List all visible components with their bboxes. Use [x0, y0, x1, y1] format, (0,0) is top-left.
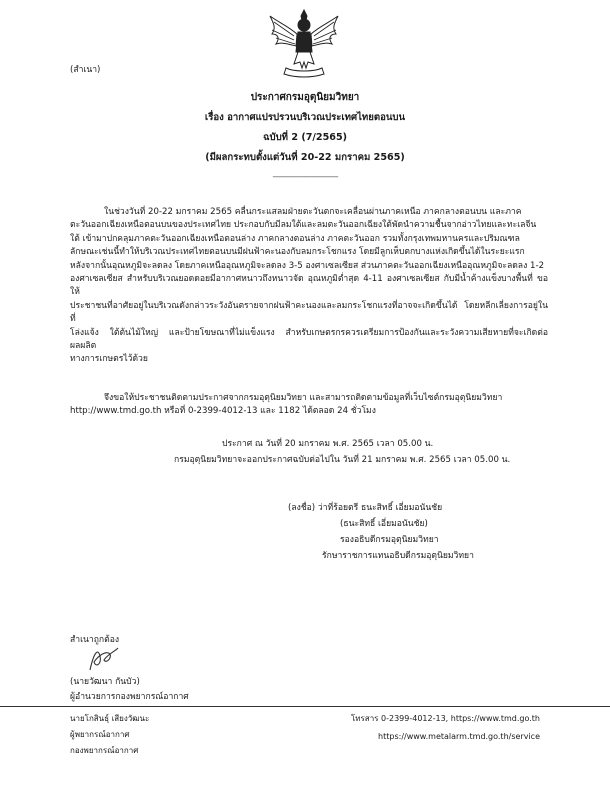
next-announcement: กรมอุตุนิยมวิทยาจะออกประกาศฉบับต่อไปใน วันที่ 21 มกราคม พ.ศ. 2565 เวลา 05.00 น. — [174, 455, 511, 465]
paragraph-line: ใต้ เข้ามาปกคลุมภาคตะวันออกเฉียงเหนือตอนล่าง ภาคกลางตอนล่าง ภาคตะวันออก รวมทั้งกรุงเทพมหานครและปริมณฑล — [70, 233, 520, 244]
forecaster-name: นายโกสินธุ์ เสียงวัฒนะ — [70, 714, 150, 723]
header-divider: ------------------------------- — [272, 172, 338, 182]
signer-name: (ธนะสิทธิ์ เอี่ยมอนันชัย) — [340, 519, 428, 529]
paragraph-line: องศาเซลเซียส สำหรับบริเวณยอดดอยมีอากาศหนาวถึงหนาวจัด อุณหภูมิต่ำสุด 4-11 องศาเซลเซียส กับมีน้ำค้างแข็งบางพื้นที่ ขอให้ — [70, 274, 548, 298]
paragraph-line: http://www.tmd.go.th หรือที่ 0-2399-4012-13 และ 1182 ได้ตลอด 24 ชั่วโมง — [70, 406, 376, 417]
handwritten-signature-icon — [84, 642, 124, 676]
announcement-subject: เรื่อง อากาศแปรปรวนบริเวณประเทศไทยตอนบน — [204, 112, 406, 123]
signer-acting: รักษาราชการแทนอธิบดีกรมอุตุนิยมวิทยา — [322, 551, 474, 561]
certifier-name: (นายวัฒนา กันบัว) — [70, 677, 140, 687]
body-paragraph-1 — [70, 206, 548, 367]
paragraph-line: ในช่วงวันที่ 20-22 มกราคม 2565 คลื่นกระแสลมฝ่ายตะวันตกจะเคลื่อนผ่านภาคเหนือ ภาคกลางตอนบน และภาค — [104, 207, 522, 217]
effect-period: (มีผลกระทบตั้งแต่วันที่ 20-22 มกราคม 2565) — [205, 152, 405, 163]
metalarm-url: https://www.metalarm.tmd.go.th/service — [378, 732, 540, 741]
paragraph-line: ประชาชนที่อาศัยอยู่ในบริเวณดังกล่าวระวังอันตรายจากฝนฟ้าคะนองและลมกระโชกแรงที่อาจจะเกิดขึ้นได้ โดยหลีกเลี่ยงการอยู่ในที่ — [70, 300, 548, 325]
certifier-position: ผู้อำนวยการกองพยากรณ์อากาศ — [70, 692, 189, 702]
contact-info: โทรสาร 0-2399-4012-13, https://www.tmd.go.th — [350, 714, 540, 723]
signed-line: (ลงชื่อ) ว่าที่ร้อยตรี ธนะสิทธิ์ เอี่ยมอนันชัย — [288, 503, 443, 513]
body-paragraph-2 — [70, 392, 548, 419]
paragraph-line: ทางการเกษตรไว้ด้วย — [70, 354, 148, 365]
footer-divider — [0, 706, 610, 707]
forecaster-role: ผู้พยากรณ์อากาศ — [70, 730, 130, 739]
paragraph-line: ลักษณะเช่นนี้ทำให้บริเวณประเทศไทยตอนบนมีฝนฟ้าคะนองกับลมกระโชกแรง โดยมีลูกเห็บตกบางแห่งเกิดขึ้นได้ในระยะแรก — [70, 247, 525, 258]
paragraph-line: ตะวันออกเฉียงเหนือตอนบนของประเทศไทย ประกอบกับมีลมใต้และลมตะวันออกเฉียงใต้พัดนำความชื้นจากอ่าวไทยและทะเลจีน — [70, 220, 537, 231]
announced-date: ประกาศ ณ วันที่ 20 มกราคม พ.ศ. 2565 เวลา 05.00 น. — [222, 439, 434, 449]
garuda-emblem-icon — [266, 6, 342, 80]
signer-position: รองอธิบดีกรมอุตุนิยมวิทยา — [340, 535, 439, 545]
division-name: กองพยากรณ์อากาศ — [70, 746, 139, 755]
announcement-title: ประกาศกรมอุตุนิยมวิทยา — [250, 92, 360, 103]
certified-copy: สำเนาถูกต้อง — [70, 635, 120, 645]
paragraph-line: โล่งแจ้ง ใต้ต้นไม้ใหญ่ และป้ายโฆษณาที่ไม่แข็งแรง สำหรับเกษตรกรควรเตรียมการป้องกันและระวังความเสียหายที่จะเกิดต่อผลผลิต — [70, 327, 548, 352]
paragraph-line: จึงขอให้ประชาชนติดตามประกาศจากกรมอุตุนิยมวิทยา และสามารถติดตามข้อมูลที่เว็บไซต์กรมอุตุนิยมวิทยา — [104, 393, 503, 403]
issue-number: ฉบับที่ 2 (7/2565) — [262, 132, 348, 143]
paragraph-line: หลังจากนั้นอุณหภูมิจะลดลง โดยภาคเหนืออุณหภูมิจะลดลง 3-5 องศาเซลเซียส ส่วนภาคตะวันออกเฉียงเหนืออุณหภูมิจะลดลง 1-2 — [70, 260, 545, 271]
copy-mark: (สำเนา) — [70, 65, 101, 75]
